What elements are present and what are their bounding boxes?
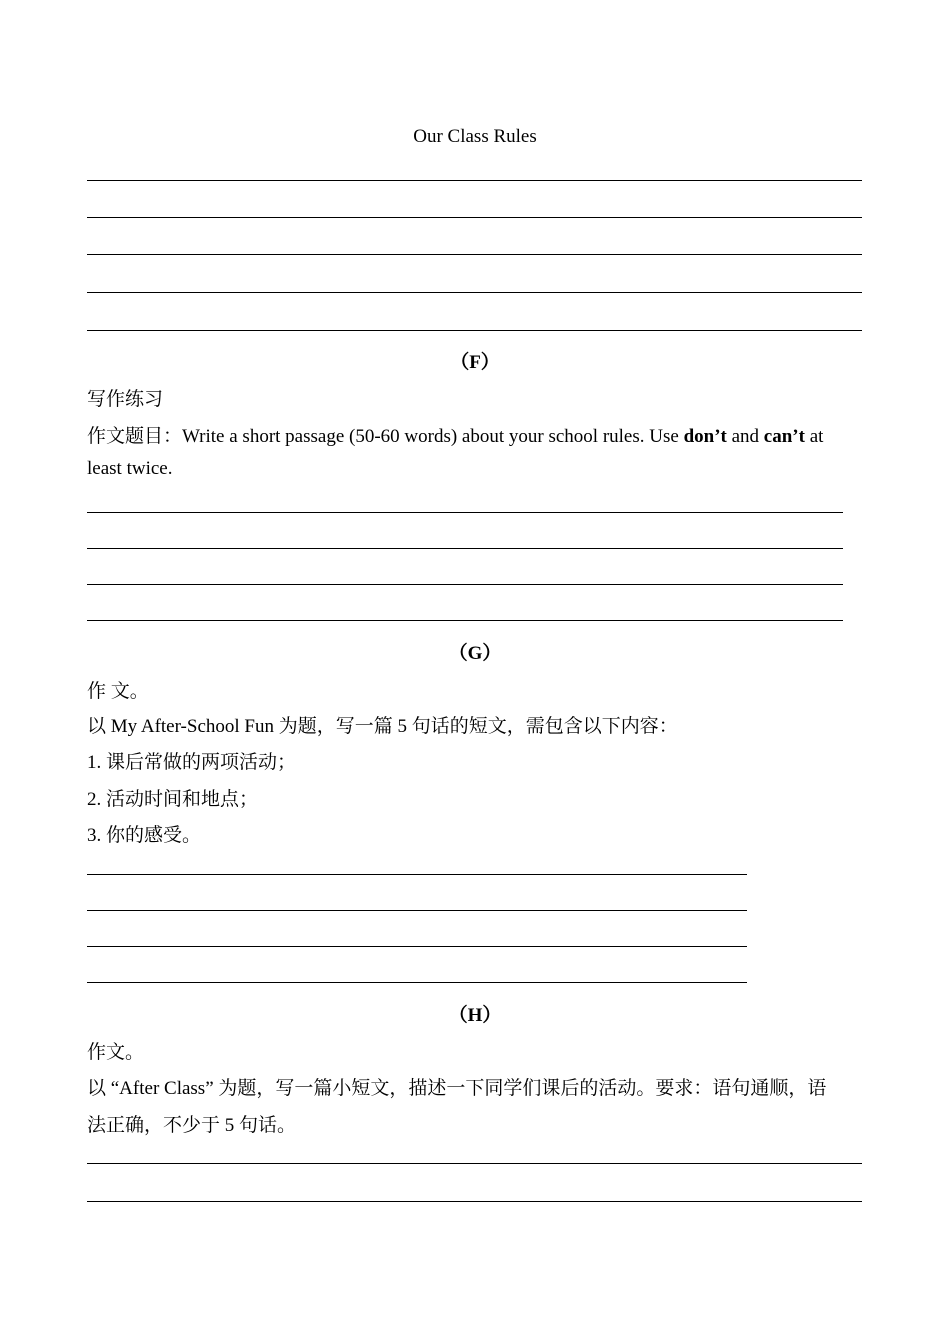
answer-line[interactable] [87,874,747,875]
answer-line[interactable] [87,946,747,947]
section-f-prompt-line2: least twice. [87,458,173,479]
answer-line[interactable] [87,548,843,549]
prompt-text: 作文题目：Write a short passage (50-60 words) about your school rules. Use [87,426,684,447]
answer-line[interactable] [87,982,747,983]
prompt-bold-dont: don’t [683,426,727,447]
section-h-instruction-line2: 法正确，不少于 5 句话。 [87,1115,297,1136]
section-g-label: （G） [448,643,502,664]
section-h-instruction: 以 “After Class” 为题，写一篇小短文，描述一下同学们课后的活动。要求：语句通顺，语 [87,1078,827,1099]
section-h-heading: 作文。 [87,1042,145,1063]
answer-line[interactable] [87,1163,862,1164]
answer-line[interactable] [87,620,843,621]
list-item: 1. 课后常做的两项活动； [87,752,297,773]
answer-line[interactable] [87,330,862,331]
answer-line[interactable] [87,292,862,293]
prompt-bold-cant: can’t [763,426,805,447]
list-item: 2. 活动时间和地点； [87,789,259,810]
list-item: 3. 你的感受。 [87,825,202,846]
prompt-text: at [804,426,824,447]
answer-line[interactable] [87,1201,862,1202]
section-f-heading: 写作练习 [87,389,164,410]
prompt-text: and [726,426,764,447]
section-g-instruction: 以 My After-School Fun 为题，写一篇 5 句话的短文，需包含以下内容： [87,716,678,737]
answer-line[interactable] [87,217,862,218]
answer-line[interactable] [87,512,843,513]
section-f-prompt [87,421,823,448]
answer-line[interactable] [87,584,843,585]
section-h-label: （H） [448,1005,502,1026]
answer-line[interactable] [87,254,862,255]
answer-line[interactable] [87,180,862,181]
page-title: Our Class Rules [413,126,537,147]
section-f-label: （F） [450,352,500,373]
answer-line[interactable] [87,910,747,911]
section-g-heading: 作 文。 [87,681,149,702]
